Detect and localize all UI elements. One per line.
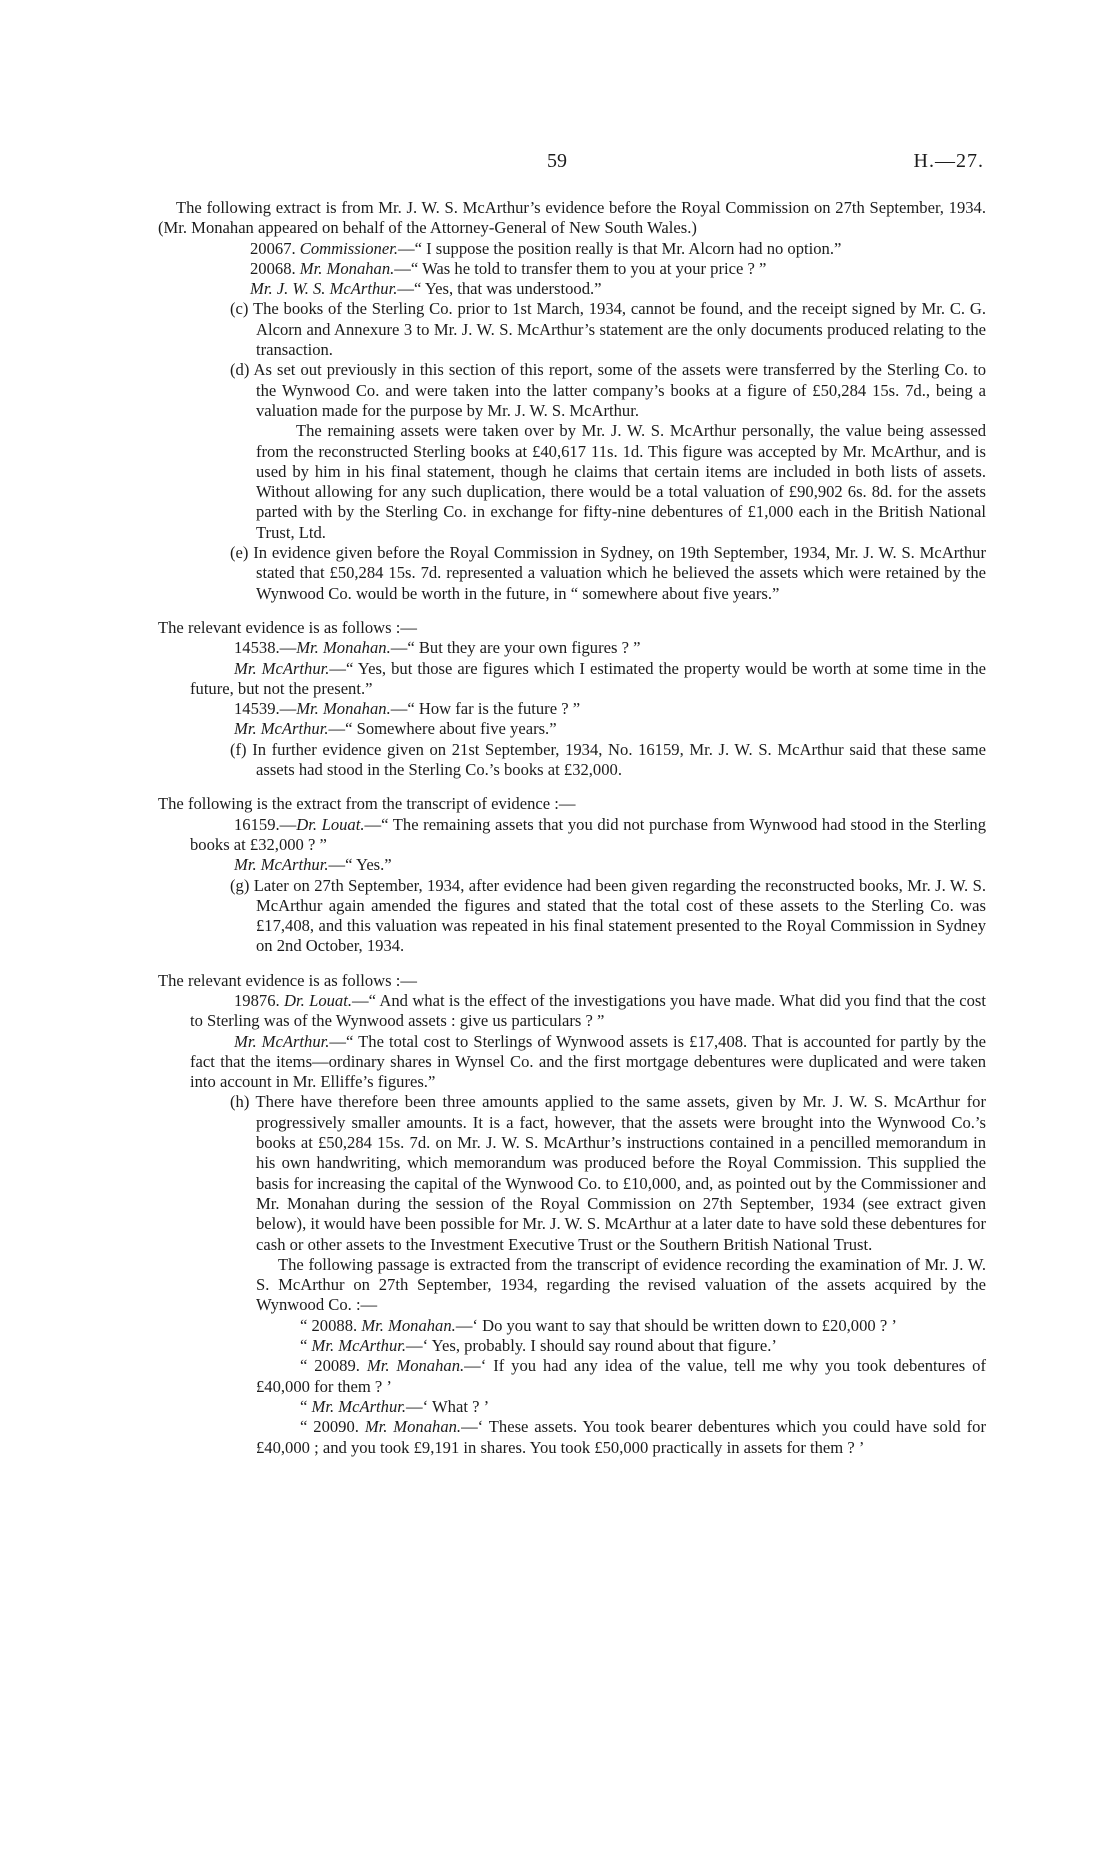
- document-body: [158, 198, 987, 1458]
- item-g: (g) Later on 27th September, 1934, after evidence had been given regarding the reconstructed books, Mr. J. W. S. McArthur again amended the figures and stated that the total cost of these assets to the Sterling Co. was £17,408, and this valuation was repeated in his final statement presented to the Royal Commission in Sydney on 2nd October, 1934.: [230, 875, 986, 956]
- section-heading: The following is the extract from the transcript of evidence :—: [158, 794, 576, 814]
- evidence-line: 20067. Commissioner.—“ I suppose the position really is that Mr. Alcorn had no option.”: [250, 238, 842, 258]
- quoted-evidence-line: “ 20089. Mr. Monahan.—‘ If you had any idea of the value, tell me why you took debentures of £40,000 for them ? ’: [256, 1356, 986, 1396]
- quoted-evidence-line: “ Mr. McArthur.—‘ What ? ’: [300, 1396, 490, 1416]
- intro-paragraph: The following extract is from Mr. J. W. S. McArthur’s evidence before the Royal Commission on 27th September, 1934. (Mr. Monahan appeared on behalf of the Attorney-General of New South Wales.): [158, 198, 986, 238]
- speaker: Dr. Louat.: [284, 990, 352, 1010]
- item-e: (e) In evidence given before the Royal Commission in Sydney, on 19th September, 1934, Mr. J. W. S. McArthur stated that £50,284 15s. 7d. represented a valuation which he believed the assets which were retained by the Wynwood Co. would be worth in the future, in “ somewhere about five years.”: [230, 543, 986, 603]
- speaker: Mr. McArthur.: [311, 1396, 407, 1416]
- speaker: Mr. McArthur.: [234, 719, 329, 739]
- item-h-continued: The following passage is extracted from the transcript of evidence recording the examination of Mr. J. W. S. McArthur on 27th September, 1934, regarding the revised valuation of the assets acquired by the Wynwood Co. :—: [256, 1254, 986, 1315]
- evidence-line: 16159.—Dr. Louat.—“ The remaining assets that you did not purchase from Wynwood had stood in the Sterling books at £32,000 ? ”: [190, 814, 986, 854]
- speaker: Mr. Monahan.: [364, 1417, 462, 1437]
- speaker: Mr. Monahan.: [296, 638, 391, 658]
- speaker: Mr. Monahan.: [299, 258, 395, 278]
- speaker: Mr. McArthur.: [234, 658, 330, 678]
- item-h: (h) There have therefore been three amounts applied to the same assets, given by Mr. J. W. S. McArthur for progressively smaller amounts. It is a fact, however, that the assets were brought into the Wynwood Co.’s books at £50,284 15s. 7d. on Mr. J. W. S. McArthur’s instructions contained in a pencilled memorandum in his own handwriting, which memorandum was produced before the Royal Commission. This supplied the basis for increasing the capital of the Wynwood Co. to £10,000, and, as pointed out by the Commissioner and Mr. Monahan during the session of the Royal Commission on 27th September, 1934 (see extract given below), it would have been possible for Mr. J. W. S. McArthur at a later date to have sold these debentures for cash or other assets to the Investment Executive Trust or the Southern British National Trust.: [230, 1092, 986, 1254]
- evidence-line: 20068. Mr. Monahan.—“ Was he told to transfer them to you at your price ? ”: [250, 258, 767, 278]
- section-heading: The relevant evidence is as follows :—: [158, 970, 417, 990]
- speaker: Mr. Monahan.: [361, 1315, 456, 1335]
- evidence-line: Mr. McArthur.—“ Yes, but those are figures which I estimated the property would be worth at some time in the future, but not the present.”: [190, 658, 986, 698]
- speaker: Dr. Louat.: [296, 814, 365, 834]
- speaker: Mr. McArthur.: [234, 1031, 330, 1051]
- section-heading: The relevant evidence is as follows :—: [158, 617, 417, 637]
- page-header: [0, 150, 1114, 174]
- item-f: (f) In further evidence given on 21st September, 1934, No. 16159, Mr. J. W. S. McArthur said that these same assets had stood in the Sterling Co.’s books at £32,000.: [230, 739, 986, 780]
- quoted-evidence-line: “ 20088. Mr. Monahan.—‘ Do you want to say that should be written down to £20,000 ? ’: [300, 1315, 897, 1335]
- speaker: Mr. J. W. S. McArthur.: [250, 279, 398, 299]
- item-c: (c) The books of the Sterling Co. prior to 1st March, 1934, cannot be found, and the receipt signed by Mr. C. G. Alcorn and Annexure 3 to Mr. J. W. S. McArthur’s statement are the only documents produced relating to the transaction.: [230, 299, 986, 360]
- speaker: Mr. McArthur.: [311, 1336, 407, 1356]
- item-d: (d) As set out previously in this section of this report, some of the assets were transferred by the Sterling Co. to the Wynwood Co. and were taken into the latter company’s books at a figure of £50,284 15s. 7d., being a valuation made for the purpose by Mr. J. W. S. McArthur.: [230, 360, 986, 420]
- evidence-line: Mr. McArthur.—“ Somewhere about five years.”: [234, 719, 557, 739]
- speaker: Commissioner.: [299, 238, 398, 258]
- evidence-line: Mr. McArthur.—“ Yes.”: [234, 855, 392, 875]
- quoted-evidence-line: “ Mr. McArthur.—‘ Yes, probably. I should say round about that figure.’: [300, 1336, 777, 1356]
- speaker: Mr. McArthur.: [234, 855, 329, 875]
- speaker: Mr. Monahan.: [366, 1356, 465, 1376]
- quoted-evidence-line: “ 20090. Mr. Monahan.—‘ These assets. You took bearer debentures which you could have sold for £40,000 ; and you took £9,191 in shares. You took £50,000 practically in assets for them ? ’: [256, 1417, 986, 1457]
- evidence-line: 14538.—Mr. Monahan.—“ But they are your own figures ? ”: [234, 638, 641, 658]
- document-reference: H.—27.: [913, 150, 984, 172]
- evidence-line: 14539.—Mr. Monahan.—“ How far is the future ? ”: [234, 699, 581, 719]
- item-d-continued: The remaining assets were taken over by Mr. J. W. S. McArthur personally, the value being assessed from the reconstructed Sterling books at £40,617 11s. 1d. This figure was accepted by Mr. McArthur, and is used by him in his final statement, though he claims that certain items are included in both lists of assets. Without allowing for any such duplication, there would be a total valuation of £90,902 6s. 8d. for the assets parted with by the Sterling Co. in exchange for fifty-nine debentures of £1,000 each in the British National Trust, Ltd.: [256, 421, 986, 542]
- evidence-line: 19876. Dr. Louat.—“ And what is the effect of the investigations you have made. What did you find that the cost to Sterling was of the Wynwood assets : give us particulars ? ”: [190, 990, 986, 1031]
- page-number: 59: [547, 150, 567, 172]
- speaker: Mr. Monahan.: [296, 699, 391, 719]
- evidence-line: Mr. McArthur.—“ The total cost to Sterlings of Wynwood assets is £17,408. That is accounted for partly by the fact that the items—ordinary shares in Wynsel Co. and the first mortgage debentures were duplicated and were taken into account in Mr. Elliffe’s figures.”: [190, 1031, 987, 1092]
- evidence-line: Mr. J. W. S. McArthur.—“ Yes, that was understood.”: [250, 279, 602, 299]
